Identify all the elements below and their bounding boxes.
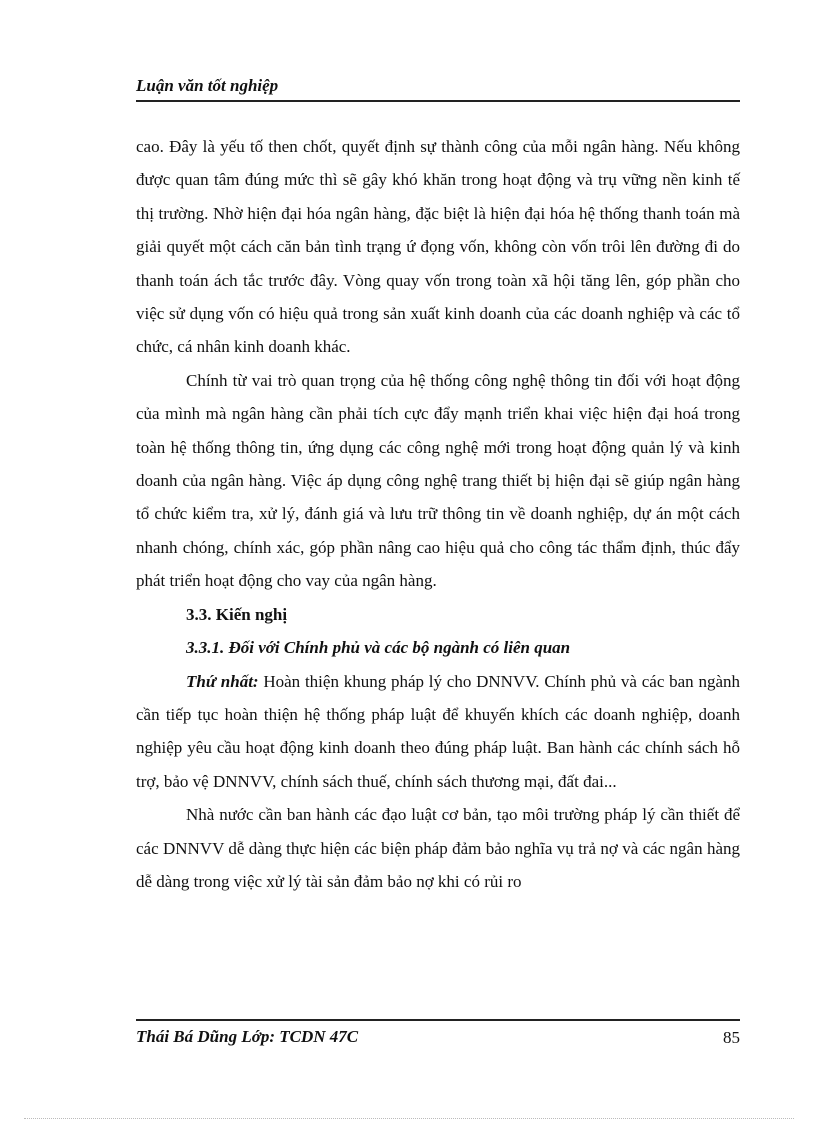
paragraph-first-point bbox=[136, 665, 740, 799]
paragraph-state: Nhà nước cần ban hành các đạo luật cơ bản, tạo môi trường pháp lý cần thiết để các DNNVV dễ dàng thực hiện các biện pháp đảm bảo nghĩa vụ trả nợ và các ngân hàng dễ dàng trong việc xử lý tài sản đảm bảo nợ khi có rủi ro bbox=[136, 805, 740, 891]
paragraph-technology: Chính từ vai trò quan trọng của hệ thống công nghệ thông tin đối với hoạt động của mình mà ngân hàng cần phải tích cực đẩy mạnh triển khai việc hiện đại hoá trong toàn hệ thống thông tin, ứng dụng các công nghệ mới trong hoạt động quản lý và kinh doanh của ngân hàng. Việc áp dụng công nghệ trang thiết bị hiện đại sẽ giúp ngân hàng tổ chức kiểm tra, xử lý, đánh giá và lưu trữ thông tin về doanh nghiệp, dự án một cách nhanh chóng, chính xác, góp phần nâng cao hiệu quả cho công tác thẩm định, thúc đẩy phát triển hoạt động cho vay của ngân hàng. bbox=[136, 370, 740, 591]
footer-author: Thái Bá Dũng Lớp: TCDN 47C bbox=[136, 1027, 359, 1046]
document-body bbox=[136, 130, 740, 898]
subsection-heading: 3.3.1. Đối với Chính phủ và các bộ ngành có liên quan bbox=[186, 638, 571, 658]
page-edge-divider bbox=[24, 1118, 794, 1119]
paragraph-lead: Thứ nhất: bbox=[186, 671, 259, 691]
paragraph-continuation: cao. Đây là yếu tố then chốt, quyết định sự thành công của mỗi ngân hàng. Nếu không được quan tâm đúng mức thì sẽ gây khó khăn trong hoạt động và trụ vững nền kinh tế thị trường. Nhờ hiện đại hóa ngân hàng, đặc biệt là hiện đại hóa hệ thống thanh toán mà giải quyết một cách căn bản tình trạng ứ đọng vốn, không còn vốn trôi lên đường đi do thanh toán ách tắc trước đây. Vòng quay vốn trong toàn xã hội tăng lên, góp phần cho việc sử dụng vốn có hiệu quả trong sản xuất kinh doanh của các doanh nghiệp và các tổ chức, cá nhân kinh doanh khác. bbox=[136, 137, 740, 357]
running-header: Luận văn tốt nghiệp bbox=[136, 76, 740, 102]
section-heading: 3.3. Kiến nghị bbox=[186, 604, 288, 624]
paragraph-first-point-text: Hoàn thiện khung pháp lý cho DNNVV. Chính phủ và các ban ngành cần tiếp tục hoàn thiện hệ thống pháp luật để khuyến khích các doanh nghiệp, doanh nghiệp yêu cầu hoạt động kinh doanh theo đúng pháp luật. Ban hành các chính sách hỗ trợ, bảo vệ DNNVV, chính sách thuế, chính sách thương mại, đất đai... bbox=[136, 671, 740, 791]
page-number: 85 bbox=[723, 1028, 740, 1047]
footer-rule bbox=[136, 1019, 740, 1021]
